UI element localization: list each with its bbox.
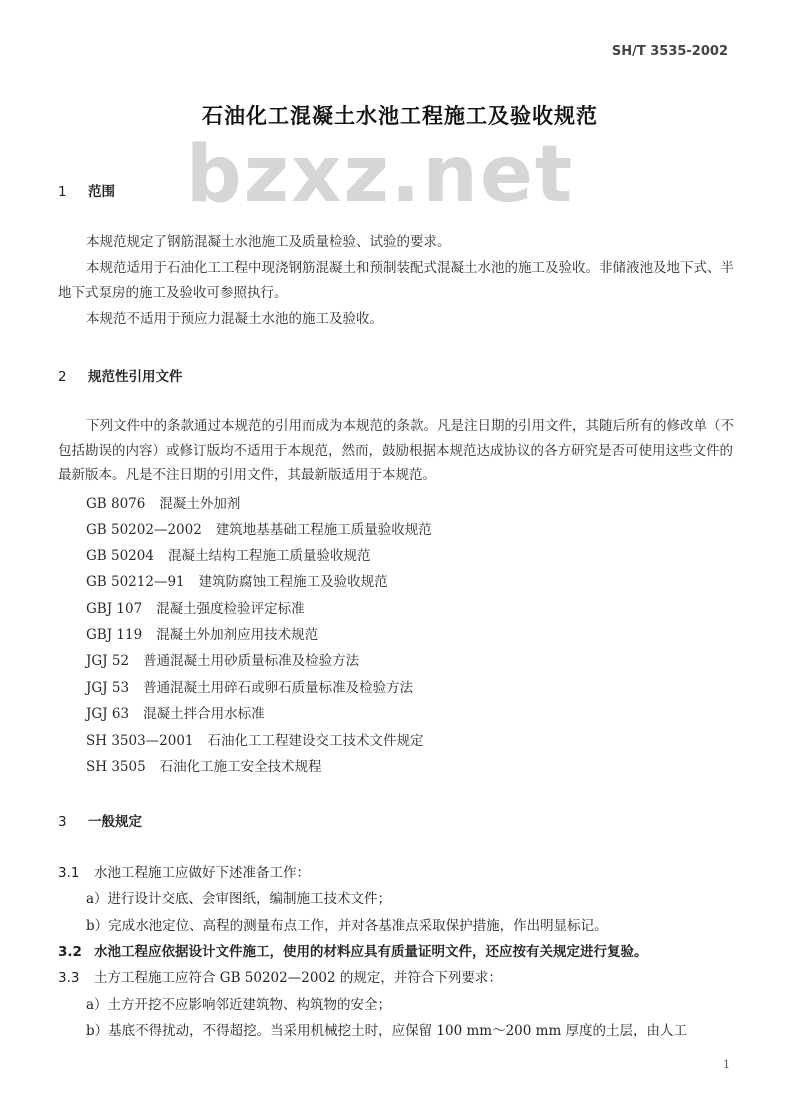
section-number: 2 [58,369,67,385]
section-title: 一般规定 [88,814,142,830]
reference-item: GB 50202—2002 建筑地基基础工程施工质量验收规范 [86,522,432,538]
clause-3-1: 3.1 水池工程施工应做好下述准备工作： [58,865,310,881]
section-heading-scope [58,180,115,200]
paragraph: 本规范规定了钢筋混凝土水池施工及质量检验、试验的要求。 [86,234,451,250]
reference-item: GB 50212—91 建筑防腐蚀工程施工及验收规范 [86,574,388,590]
reference-item: GBJ 119 混凝土外加剂应用技术规范 [86,627,319,643]
reference-item: GBJ 107 混凝土强度检验评定标准 [86,601,305,617]
reference-item: GB 8076 混凝土外加剂 [86,496,241,512]
reference-item: JGJ 53 普通混凝土用碎石或卵石质量标准及检验方法 [86,680,414,696]
page-number: 1 [723,1058,730,1071]
section-heading-general [58,810,142,830]
reference-item: GB 50204 混凝土结构工程施工质量验收规范 [86,548,371,564]
reference-item: JGJ 52 普通混凝土用砂质量标准及检验方法 [86,653,360,669]
section-number: 3 [58,814,67,830]
reference-item: JGJ 63 混凝土拌合用水标准 [86,706,265,722]
section-number: 1 [58,184,67,200]
section-heading-references [58,365,183,385]
standard-code: SH/T 3535-2002 [611,44,728,59]
reference-item: SH 3505 石油化工施工安全技术规程 [86,759,322,775]
clause-3-3: 3.3 土方工程施工应符合 GB 50202—2002 的规定，并符合下列要求： [58,970,502,986]
clause-item: b）完成水池定位、高程的测量布点工作，并对各基准点采取保护措施，作出明显标记。 [86,918,608,934]
clause-item: b）基底不得扰动，不得超挖。当采用机械挖土时，应保留 100 mm～200 mm 厚度的土层，由人工 [86,1023,688,1039]
paragraph: 本规范不适用于预应力混凝土水池的施工及验收。 [86,311,383,327]
clause-item: a）土方开挖不应影响邻近建筑物、构筑物的安全； [86,997,392,1013]
clause-3-2: 3.2 水池工程应依据设计文件施工，使用的材料应具有质量证明文件，还应按有关规定进行复验。 [58,944,648,960]
watermark: bzxz.net [185,130,575,220]
paragraph: 本规范适用于石油化工工程中现浇钢筋混凝土和预制装配式混凝土水池的施工及验收。非储液池及地下式、半地下式泵房的施工及验收可参照执行。 [58,260,734,301]
reference-item: SH 3503—2001 石油化工工程建设交工技术文件规定 [86,733,424,749]
clause-item: a）进行设计交底、会审图纸，编制施工技术文件； [86,891,392,907]
references-intro: 下列文件中的条款通过本规范的引用而成为本规范的条款。凡是注日期的引用文件，其随后所有的修改单（不包括勘误的内容）或修订版均不适用于本规范，然而，鼓励根据本规范达成协议的各方研究是否可使用这些文件的最新版本。凡是不注日期的引用文件，其最新版适用于本规范。 [58,418,734,483]
document-title: 石油化工混凝土水池工程施工及验收规范 [202,104,598,128]
section-title: 规范性引用文件 [88,369,183,385]
section-title: 范围 [88,184,115,200]
